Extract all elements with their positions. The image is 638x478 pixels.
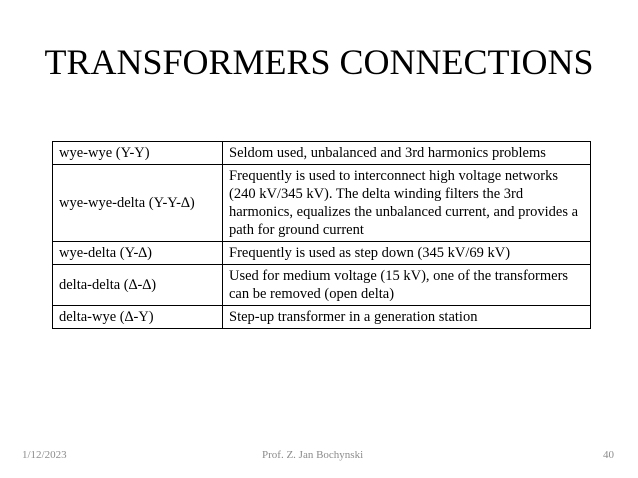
connection-type-cell: wye-wye (Y-Y) bbox=[53, 142, 223, 165]
footer-page-number: 40 bbox=[603, 449, 614, 461]
connection-type-cell: delta-delta (∆-∆) bbox=[53, 265, 223, 306]
slide-title: TRANSFORMERS CONNECTIONS bbox=[44, 42, 594, 82]
table-row bbox=[53, 306, 591, 329]
table-row bbox=[53, 265, 591, 306]
connection-type-cell: wye-delta (Y-∆) bbox=[53, 242, 223, 265]
connections-table bbox=[52, 141, 591, 329]
connection-description-cell: Frequently is used to interconnect high voltage networks (240 kV/345 kV). The delta winding filters the 3rd harmonics, equalizes the unbalanced current, and provides a path for ground current bbox=[223, 165, 591, 242]
table-row bbox=[53, 142, 591, 165]
connection-type-cell: delta-wye (∆-Y) bbox=[53, 306, 223, 329]
connection-description-cell: Used for medium voltage (15 kV), one of the transformers can be removed (open delta) bbox=[223, 265, 591, 306]
footer-date: 1/12/2023 bbox=[22, 449, 67, 461]
table-row bbox=[53, 242, 591, 265]
connection-description-cell: Frequently is used as step down (345 kV/69 kV) bbox=[223, 242, 591, 265]
table-row bbox=[53, 165, 591, 242]
connection-description-cell: Step-up transformer in a generation station bbox=[223, 306, 591, 329]
footer-author: Prof. Z. Jan Bochynski bbox=[262, 449, 364, 461]
connection-description-cell: Seldom used, unbalanced and 3rd harmonics problems bbox=[223, 142, 591, 165]
connection-type-cell: wye-wye-delta (Y-Y-∆) bbox=[53, 165, 223, 242]
